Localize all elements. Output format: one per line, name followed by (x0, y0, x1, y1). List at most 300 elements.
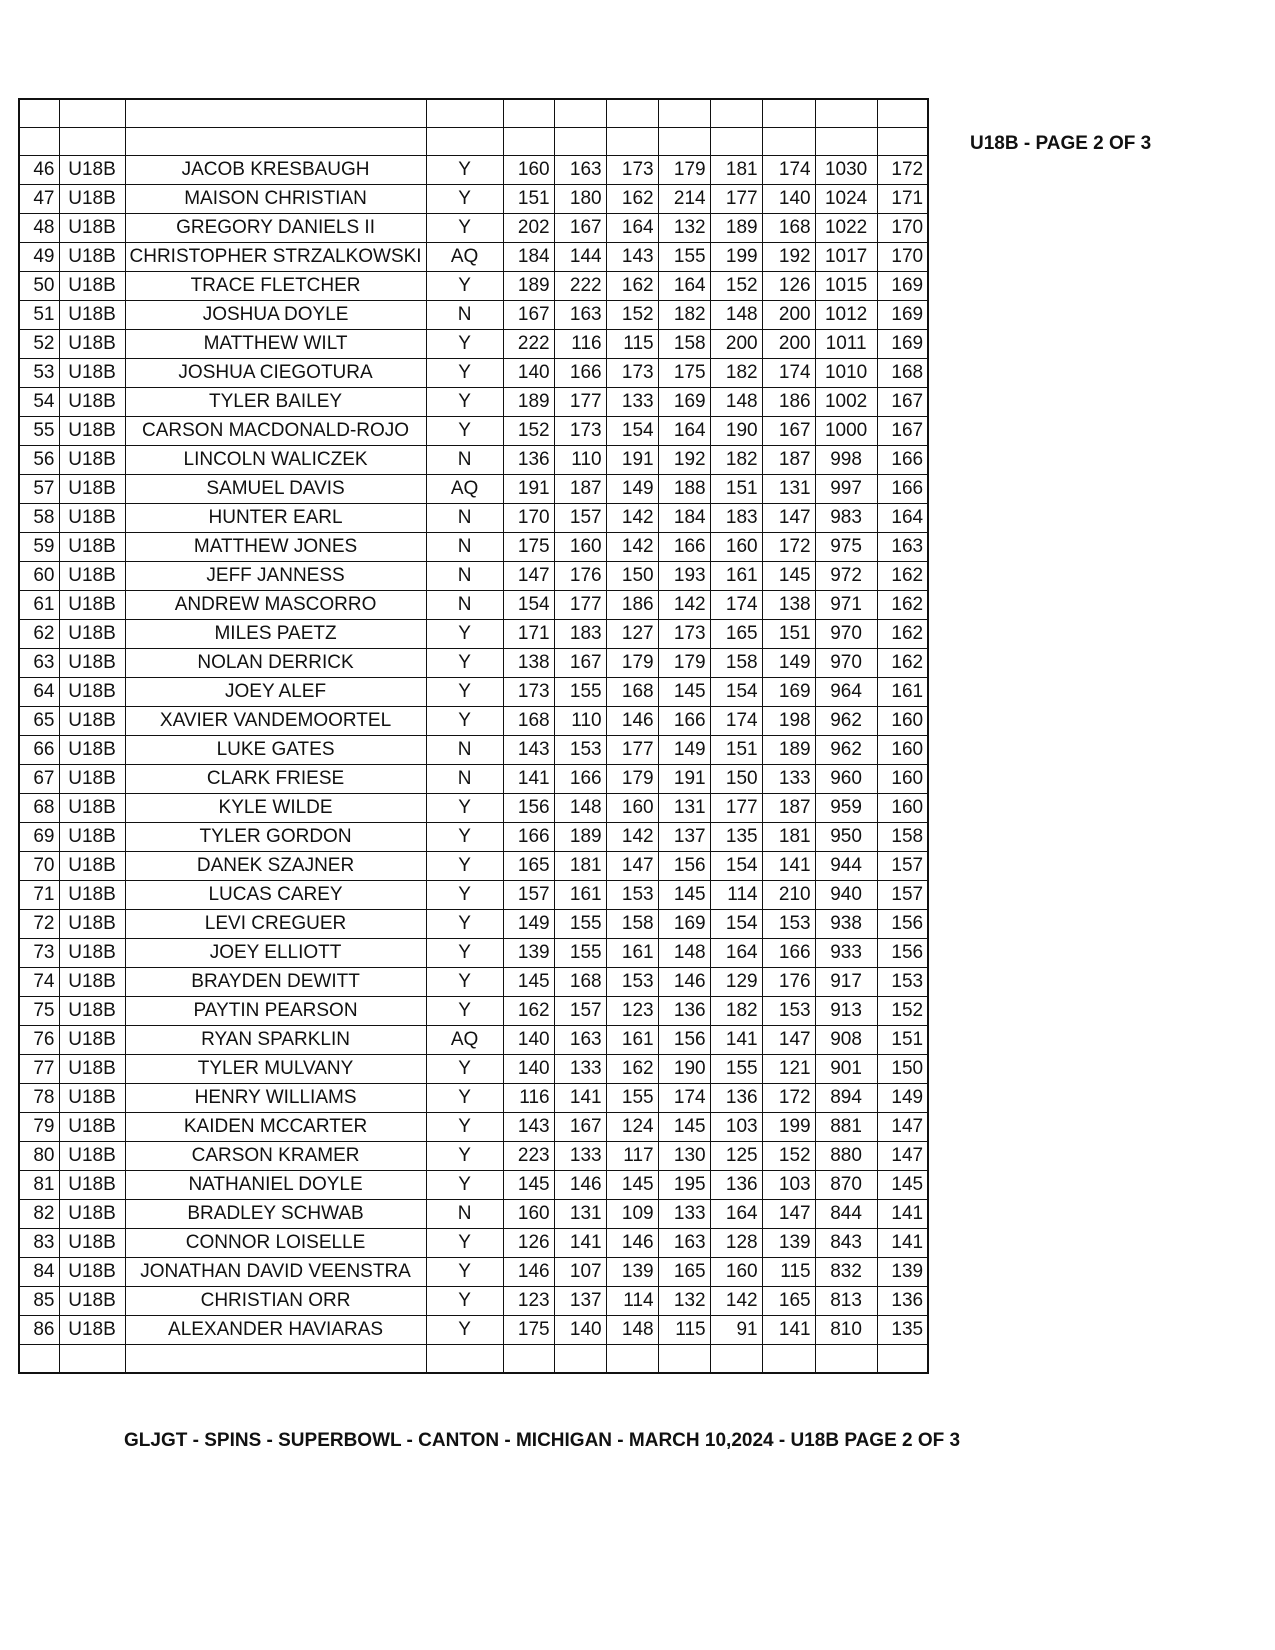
rank-cell: 52 (19, 330, 59, 359)
game-1-cell: 152 (503, 417, 554, 446)
game-5-cell: 151 (710, 475, 762, 504)
game-4-cell: 145 (658, 1113, 710, 1142)
division-cell: U18B (59, 852, 125, 881)
status-cell: N (426, 533, 503, 562)
total-cell: 970 (815, 649, 877, 678)
bowler-name-cell: CHRISTIAN ORR (125, 1287, 426, 1316)
game-4-cell: 155 (658, 243, 710, 272)
game-1-cell: 170 (503, 504, 554, 533)
game-4-cell: 174 (658, 1084, 710, 1113)
game-6-cell: 139 (762, 1229, 815, 1258)
rank-cell: 62 (19, 620, 59, 649)
game-3-cell: 162 (606, 272, 658, 301)
division-cell: U18B (59, 388, 125, 417)
game-4-cell: 193 (658, 562, 710, 591)
total-cell: 1012 (815, 301, 877, 330)
division-cell: U18B (59, 910, 125, 939)
average-cell: 160 (877, 707, 928, 736)
game-1-cell: 140 (503, 1055, 554, 1084)
table-row (19, 1142, 928, 1171)
game-4-cell: 163 (658, 1229, 710, 1258)
average-cell: 147 (877, 1142, 928, 1171)
division-cell: U18B (59, 736, 125, 765)
average-cell: 168 (877, 359, 928, 388)
table-row (19, 1171, 928, 1200)
rank-cell: 65 (19, 707, 59, 736)
average-cell: 164 (877, 504, 928, 533)
table-row (19, 736, 928, 765)
average-cell: 147 (877, 1113, 928, 1142)
table-body (19, 99, 928, 1373)
status-cell: Y (426, 1171, 503, 1200)
game-2-cell: 222 (554, 272, 606, 301)
average-cell: 141 (877, 1229, 928, 1258)
game-4-cell: 169 (658, 910, 710, 939)
game-5-cell: 136 (710, 1171, 762, 1200)
rank-cell: 73 (19, 939, 59, 968)
game-4-cell: 136 (658, 997, 710, 1026)
table-row (19, 620, 928, 649)
average-cell: 160 (877, 736, 928, 765)
table-row (19, 243, 928, 272)
division-cell: U18B (59, 504, 125, 533)
total-cell: 813 (815, 1287, 877, 1316)
average-cell: 167 (877, 417, 928, 446)
game-5-cell: 160 (710, 1258, 762, 1287)
game-3-cell: 161 (606, 939, 658, 968)
total-cell: 1017 (815, 243, 877, 272)
game-4-cell: 192 (658, 446, 710, 475)
status-cell: Y (426, 939, 503, 968)
table-row (19, 678, 928, 707)
game-2-cell: 160 (554, 533, 606, 562)
bowler-name-cell: CARSON MACDONALD-ROJO (125, 417, 426, 446)
division-cell: U18B (59, 939, 125, 968)
total-cell: 938 (815, 910, 877, 939)
division-cell: U18B (59, 533, 125, 562)
game-4-cell: 191 (658, 765, 710, 794)
game-1-cell: 140 (503, 1026, 554, 1055)
game-6-cell: 200 (762, 301, 815, 330)
game-1-cell: 116 (503, 1084, 554, 1113)
division-cell: U18B (59, 707, 125, 736)
total-cell: 1011 (815, 330, 877, 359)
table-row (19, 504, 928, 533)
average-cell: 141 (877, 1200, 928, 1229)
bowler-name-cell: JOEY ALEF (125, 678, 426, 707)
game-6-cell: 153 (762, 997, 815, 1026)
rank-cell: 57 (19, 475, 59, 504)
average-cell: 136 (877, 1287, 928, 1316)
division-cell: U18B (59, 1287, 125, 1316)
game-3-cell: 164 (606, 214, 658, 243)
game-6-cell: 131 (762, 475, 815, 504)
game-6-cell: 199 (762, 1113, 815, 1142)
total-cell: 832 (815, 1258, 877, 1287)
status-cell: Y (426, 1229, 503, 1258)
average-cell: 158 (877, 823, 928, 852)
game-2-cell: 167 (554, 1113, 606, 1142)
game-2-cell: 189 (554, 823, 606, 852)
game-6-cell: 152 (762, 1142, 815, 1171)
game-4-cell: 137 (658, 823, 710, 852)
game-6-cell: 141 (762, 852, 815, 881)
average-cell: 162 (877, 591, 928, 620)
game-1-cell: 191 (503, 475, 554, 504)
game-3-cell: 143 (606, 243, 658, 272)
game-4-cell: 179 (658, 156, 710, 185)
game-6-cell: 172 (762, 533, 815, 562)
game-6-cell: 165 (762, 1287, 815, 1316)
game-5-cell: 161 (710, 562, 762, 591)
game-4-cell: 166 (658, 707, 710, 736)
rank-cell: 83 (19, 1229, 59, 1258)
total-cell: 870 (815, 1171, 877, 1200)
table-row (19, 533, 928, 562)
game-2-cell: 168 (554, 968, 606, 997)
bowler-name-cell: ANDREW MASCORRO (125, 591, 426, 620)
game-5-cell: 189 (710, 214, 762, 243)
game-6-cell: 172 (762, 1084, 815, 1113)
average-cell: 169 (877, 330, 928, 359)
table-row (19, 707, 928, 736)
rank-cell: 84 (19, 1258, 59, 1287)
game-6-cell: 198 (762, 707, 815, 736)
game-4-cell: 145 (658, 881, 710, 910)
game-2-cell: 157 (554, 997, 606, 1026)
table-row (19, 475, 928, 504)
game-2-cell: 187 (554, 475, 606, 504)
total-cell: 950 (815, 823, 877, 852)
status-cell: Y (426, 823, 503, 852)
game-4-cell: 145 (658, 678, 710, 707)
rank-cell: 46 (19, 156, 59, 185)
division-cell: U18B (59, 1142, 125, 1171)
game-5-cell: 128 (710, 1229, 762, 1258)
bowler-name-cell: SAMUEL DAVIS (125, 475, 426, 504)
bowler-name-cell: TRACE FLETCHER (125, 272, 426, 301)
game-5-cell: 129 (710, 968, 762, 997)
status-cell: N (426, 765, 503, 794)
total-cell: 880 (815, 1142, 877, 1171)
total-cell: 962 (815, 707, 877, 736)
bowler-name-cell: DANEK SZAJNER (125, 852, 426, 881)
game-4-cell: 190 (658, 1055, 710, 1084)
rank-cell: 47 (19, 185, 59, 214)
game-5-cell: 164 (710, 1200, 762, 1229)
rank-cell: 59 (19, 533, 59, 562)
table-row (19, 968, 928, 997)
rank-cell: 80 (19, 1142, 59, 1171)
table-row (19, 939, 928, 968)
rank-cell: 49 (19, 243, 59, 272)
game-2-cell: 141 (554, 1229, 606, 1258)
table-row (19, 794, 928, 823)
game-3-cell: 148 (606, 1316, 658, 1345)
table-row (19, 910, 928, 939)
game-5-cell: 182 (710, 359, 762, 388)
game-1-cell: 160 (503, 1200, 554, 1229)
division-cell: U18B (59, 968, 125, 997)
game-5-cell: 155 (710, 1055, 762, 1084)
rank-cell: 64 (19, 678, 59, 707)
table-row (19, 591, 928, 620)
table-row (19, 1258, 928, 1287)
game-5-cell: 174 (710, 707, 762, 736)
average-cell: 170 (877, 214, 928, 243)
game-1-cell: 126 (503, 1229, 554, 1258)
game-3-cell: 142 (606, 533, 658, 562)
bowler-name-cell: XAVIER VANDEMOORTEL (125, 707, 426, 736)
table-row (19, 272, 928, 301)
game-5-cell: 182 (710, 446, 762, 475)
status-cell: N (426, 736, 503, 765)
status-cell: Y (426, 1316, 503, 1345)
game-3-cell: 139 (606, 1258, 658, 1287)
game-6-cell: 121 (762, 1055, 815, 1084)
game-6-cell: 103 (762, 1171, 815, 1200)
game-5-cell: 151 (710, 736, 762, 765)
game-6-cell: 138 (762, 591, 815, 620)
total-cell: 983 (815, 504, 877, 533)
division-cell: U18B (59, 1026, 125, 1055)
total-cell: 1000 (815, 417, 877, 446)
game-1-cell: 139 (503, 939, 554, 968)
bowler-name-cell: CLARK FRIESE (125, 765, 426, 794)
game-5-cell: 114 (710, 881, 762, 910)
division-cell: U18B (59, 1258, 125, 1287)
rank-cell: 79 (19, 1113, 59, 1142)
table-row (19, 446, 928, 475)
total-cell: 962 (815, 736, 877, 765)
game-5-cell: 174 (710, 591, 762, 620)
bowler-name-cell: JOSHUA CIEGOTURA (125, 359, 426, 388)
total-cell: 908 (815, 1026, 877, 1055)
game-1-cell: 151 (503, 185, 554, 214)
status-cell: AQ (426, 243, 503, 272)
table-row (19, 1026, 928, 1055)
bowler-name-cell: LUKE GATES (125, 736, 426, 765)
game-4-cell: 132 (658, 1287, 710, 1316)
bowler-name-cell: LEVI CREGUER (125, 910, 426, 939)
blank-row (19, 1345, 928, 1373)
average-cell: 157 (877, 852, 928, 881)
game-5-cell: 135 (710, 823, 762, 852)
division-cell: U18B (59, 1055, 125, 1084)
game-2-cell: 133 (554, 1055, 606, 1084)
game-5-cell: 165 (710, 620, 762, 649)
game-2-cell: 137 (554, 1287, 606, 1316)
game-1-cell: 154 (503, 591, 554, 620)
game-2-cell: 153 (554, 736, 606, 765)
division-cell: U18B (59, 794, 125, 823)
bowler-name-cell: TYLER MULVANY (125, 1055, 426, 1084)
table-row (19, 1200, 928, 1229)
game-5-cell: 148 (710, 301, 762, 330)
game-2-cell: 155 (554, 910, 606, 939)
game-4-cell: 166 (658, 533, 710, 562)
game-4-cell: 148 (658, 939, 710, 968)
game-6-cell: 192 (762, 243, 815, 272)
game-5-cell: 103 (710, 1113, 762, 1142)
bowler-name-cell: PAYTIN PEARSON (125, 997, 426, 1026)
status-cell: Y (426, 997, 503, 1026)
total-cell: 998 (815, 446, 877, 475)
game-1-cell: 175 (503, 533, 554, 562)
table-row (19, 359, 928, 388)
game-1-cell: 189 (503, 388, 554, 417)
game-5-cell: 91 (710, 1316, 762, 1345)
game-2-cell: 141 (554, 1084, 606, 1113)
game-2-cell: 180 (554, 185, 606, 214)
average-cell: 160 (877, 794, 928, 823)
game-3-cell: 145 (606, 1171, 658, 1200)
game-5-cell: 150 (710, 765, 762, 794)
game-2-cell: 133 (554, 1142, 606, 1171)
game-4-cell: 149 (658, 736, 710, 765)
average-cell: 162 (877, 620, 928, 649)
results-table (18, 98, 929, 1374)
total-cell: 940 (815, 881, 877, 910)
status-cell: Y (426, 214, 503, 243)
game-5-cell: 154 (710, 910, 762, 939)
status-cell: N (426, 562, 503, 591)
game-3-cell: 160 (606, 794, 658, 823)
division-cell: U18B (59, 881, 125, 910)
status-cell: Y (426, 272, 503, 301)
division-cell: U18B (59, 1316, 125, 1345)
game-3-cell: 158 (606, 910, 658, 939)
division-cell: U18B (59, 446, 125, 475)
rank-cell: 67 (19, 765, 59, 794)
game-2-cell: 161 (554, 881, 606, 910)
game-1-cell: 173 (503, 678, 554, 707)
division-cell: U18B (59, 1084, 125, 1113)
division-cell: U18B (59, 1171, 125, 1200)
total-cell: 881 (815, 1113, 877, 1142)
game-3-cell: 127 (606, 620, 658, 649)
game-5-cell: 125 (710, 1142, 762, 1171)
game-2-cell: 177 (554, 388, 606, 417)
rank-cell: 55 (19, 417, 59, 446)
game-6-cell: 169 (762, 678, 815, 707)
average-cell: 145 (877, 1171, 928, 1200)
game-3-cell: 146 (606, 1229, 658, 1258)
status-cell: Y (426, 156, 503, 185)
status-cell: Y (426, 881, 503, 910)
status-cell: Y (426, 794, 503, 823)
blank-row (19, 99, 928, 127)
rank-cell: 71 (19, 881, 59, 910)
rank-cell: 48 (19, 214, 59, 243)
total-cell: 964 (815, 678, 877, 707)
bowler-name-cell: KYLE WILDE (125, 794, 426, 823)
game-3-cell: 155 (606, 1084, 658, 1113)
game-6-cell: 140 (762, 185, 815, 214)
game-6-cell: 167 (762, 417, 815, 446)
rank-cell: 50 (19, 272, 59, 301)
game-6-cell: 147 (762, 1026, 815, 1055)
bowler-name-cell: JONATHAN DAVID VEENSTRA (125, 1258, 426, 1287)
game-3-cell: 133 (606, 388, 658, 417)
bowler-name-cell: CARSON KRAMER (125, 1142, 426, 1171)
game-1-cell: 140 (503, 359, 554, 388)
table-row (19, 301, 928, 330)
table-row (19, 417, 928, 446)
game-2-cell: 163 (554, 301, 606, 330)
table-row (19, 881, 928, 910)
game-6-cell: 115 (762, 1258, 815, 1287)
status-cell: Y (426, 1142, 503, 1171)
game-1-cell: 165 (503, 852, 554, 881)
game-1-cell: 123 (503, 1287, 554, 1316)
average-cell: 156 (877, 939, 928, 968)
game-1-cell: 222 (503, 330, 554, 359)
average-cell: 170 (877, 243, 928, 272)
game-6-cell: 147 (762, 1200, 815, 1229)
rank-cell: 60 (19, 562, 59, 591)
bowler-name-cell: JOEY ELLIOTT (125, 939, 426, 968)
total-cell: 901 (815, 1055, 877, 1084)
game-1-cell: 143 (503, 1113, 554, 1142)
game-4-cell: 169 (658, 388, 710, 417)
game-3-cell: 150 (606, 562, 658, 591)
total-cell: 1030 (815, 156, 877, 185)
bowler-name-cell: NATHANIEL DOYLE (125, 1171, 426, 1200)
division-cell: U18B (59, 301, 125, 330)
status-cell: Y (426, 330, 503, 359)
status-cell: Y (426, 852, 503, 881)
total-cell: 960 (815, 765, 877, 794)
rank-cell: 86 (19, 1316, 59, 1345)
game-4-cell: 131 (658, 794, 710, 823)
game-4-cell: 175 (658, 359, 710, 388)
division-cell: U18B (59, 417, 125, 446)
game-4-cell: 164 (658, 272, 710, 301)
rank-cell: 66 (19, 736, 59, 765)
average-cell: 160 (877, 765, 928, 794)
table-row (19, 852, 928, 881)
rank-cell: 75 (19, 997, 59, 1026)
total-cell: 971 (815, 591, 877, 620)
game-3-cell: 162 (606, 1055, 658, 1084)
game-2-cell: 110 (554, 446, 606, 475)
game-2-cell: 166 (554, 359, 606, 388)
division-cell: U18B (59, 765, 125, 794)
bowler-name-cell: TYLER BAILEY (125, 388, 426, 417)
game-5-cell: 164 (710, 939, 762, 968)
game-6-cell: 166 (762, 939, 815, 968)
bowler-name-cell: JEFF JANNESS (125, 562, 426, 591)
game-3-cell: 149 (606, 475, 658, 504)
game-6-cell: 168 (762, 214, 815, 243)
game-2-cell: 116 (554, 330, 606, 359)
game-1-cell: 136 (503, 446, 554, 475)
game-6-cell: 181 (762, 823, 815, 852)
game-3-cell: 179 (606, 765, 658, 794)
bowler-name-cell: BRADLEY SCHWAB (125, 1200, 426, 1229)
status-cell: Y (426, 1287, 503, 1316)
total-cell: 1002 (815, 388, 877, 417)
game-6-cell: 210 (762, 881, 815, 910)
average-cell: 153 (877, 968, 928, 997)
bowler-name-cell: MAISON CHRISTIAN (125, 185, 426, 214)
bowler-name-cell: LINCOLN WALICZEK (125, 446, 426, 475)
division-cell: U18B (59, 1200, 125, 1229)
game-4-cell: 195 (658, 1171, 710, 1200)
rank-cell: 61 (19, 591, 59, 620)
game-6-cell: 153 (762, 910, 815, 939)
